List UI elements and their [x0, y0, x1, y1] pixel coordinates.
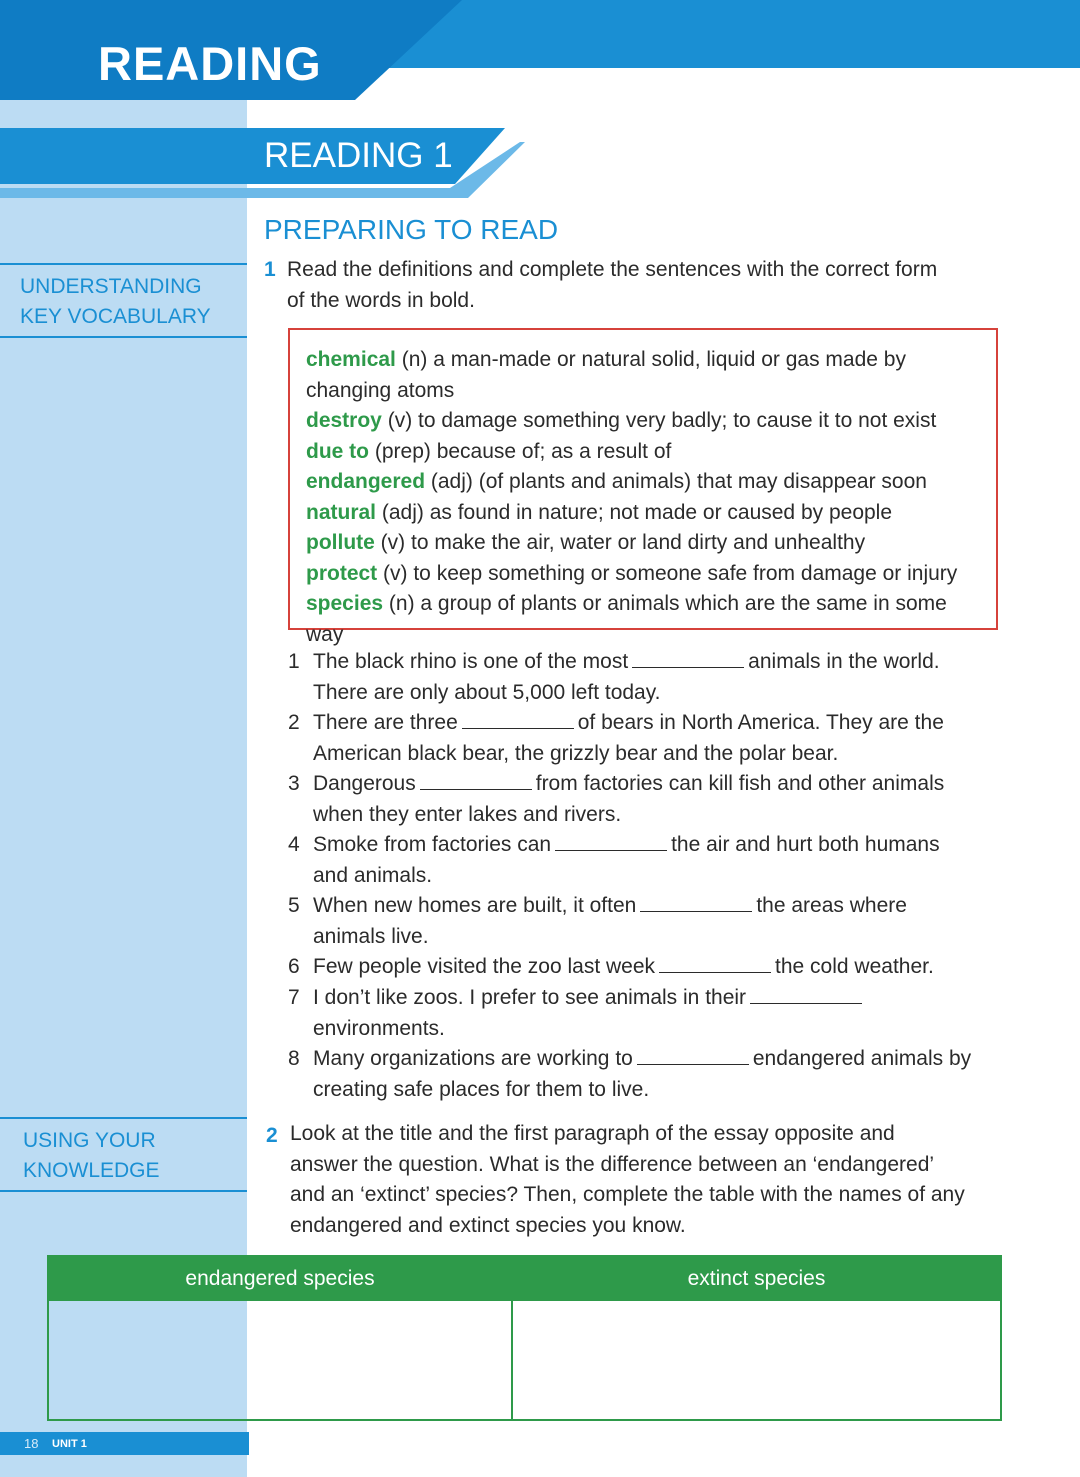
vocab-entry [306, 437, 986, 468]
vocab-entry-cont: changing atoms [306, 378, 455, 402]
page-number: 18 [24, 1436, 39, 1451]
answer-blank[interactable] [632, 647, 744, 668]
sidebar-label-line: KNOWLEDGE [23, 1159, 160, 1182]
sentence-text: the areas where [756, 894, 907, 917]
table-header-extinct: extinct species [687, 1267, 826, 1290]
sentence-item [288, 1043, 988, 1105]
vocab-definition: (prep) because of; as a result of [374, 439, 672, 463]
vocab-term: protect [306, 561, 378, 585]
reading-subtitle: READING 1 [264, 136, 453, 175]
sentence-text: of bears in North America. They are the [577, 711, 944, 734]
sidebar-label-line: USING YOUR [23, 1129, 156, 1152]
instruction-line: and an ‘extinct’ species? Then, complete the table with the names of any [290, 1183, 965, 1206]
sentence-text: animals live. [313, 925, 429, 948]
vocab-entry [306, 528, 986, 559]
sentence-item [288, 646, 988, 708]
vocab-entry [306, 589, 986, 650]
instruction-line: Read the definitions and complete the sentences with the correct form [287, 258, 938, 281]
page-title: READING [98, 37, 322, 90]
species-table [47, 1255, 1002, 1421]
vocab-term: destroy [306, 409, 382, 432]
sentence-number: 5 [288, 894, 300, 917]
vocabulary-list [306, 345, 986, 650]
answer-blank[interactable] [420, 769, 532, 790]
table-cell-endangered[interactable] [49, 1301, 511, 1419]
vocab-definition: (n) a group of plants or animals which are the same in some way [306, 592, 947, 646]
instruction-line: answer the question. What is the difference between an ‘endangered’ [290, 1152, 935, 1176]
table-header-endangered: endangered species [185, 1267, 375, 1290]
vocab-definition: (n) a man-made or natural solid, liquid or gas made by [401, 348, 906, 371]
vocab-term: chemical [306, 348, 396, 371]
answer-blank[interactable] [637, 1044, 749, 1065]
answer-blank[interactable] [640, 891, 752, 912]
answer-blank[interactable] [462, 708, 574, 729]
vocab-term: due to [306, 439, 369, 463]
instruction-line: Look at the title and the first paragraph of the essay opposite and [290, 1122, 895, 1145]
vocab-term: natural [306, 500, 377, 524]
sentence-text: endangered animals by [752, 1047, 972, 1070]
sidebar-label-vocabulary [0, 263, 247, 338]
sentence-item [288, 768, 988, 830]
sentence-text: I don’t like zoos. I prefer to see animals in their [313, 986, 747, 1009]
sentence-item [288, 951, 988, 982]
sentence-text: There are three [313, 711, 458, 734]
sentence-item [288, 890, 988, 952]
table-cell-extinct[interactable] [513, 1301, 1000, 1419]
section-heading: PREPARING TO READ [264, 214, 559, 245]
sentence-number: 8 [288, 1047, 300, 1070]
vocab-term: species [306, 592, 384, 615]
vocab-definition: (v) to keep something or someone safe from damage or injury [383, 561, 958, 585]
sidebar-label-knowledge [0, 1117, 247, 1192]
exercise-number: 1 [264, 258, 276, 281]
sidebar-label-line: UNDERSTANDING [20, 275, 202, 298]
sidebar-label-line: KEY VOCABULARY [20, 305, 211, 328]
vocab-entry [306, 345, 986, 376]
vocab-entry [306, 467, 986, 498]
instruction-line: of the words in bold. [287, 289, 475, 312]
vocab-entry [306, 406, 986, 437]
sentence-text: When new homes are built, it often [313, 894, 637, 917]
sentence-text: The black rhino is one of the most [313, 650, 629, 673]
instruction-line: endangered and extinct species you know. [290, 1213, 686, 1237]
exercise2-instructions [290, 1119, 1002, 1241]
sentence-item [288, 707, 988, 769]
answer-blank[interactable] [659, 952, 771, 973]
answer-blank[interactable] [750, 983, 862, 1004]
vocab-definition: (adj) as found in nature; not made or caused by people [381, 500, 893, 524]
exercise-number: 2 [266, 1124, 278, 1147]
sentence-text: Smoke from factories can [313, 833, 552, 856]
vocab-definition: (v) to damage something very badly; to cause it to not exist [387, 409, 937, 432]
vocab-entry [306, 559, 986, 590]
sentence-text: environments. [313, 1017, 445, 1040]
sentence-text: creating safe places for them to live. [313, 1078, 650, 1101]
sentence-text: Few people visited the zoo last week [313, 955, 656, 978]
sentence-number: 1 [288, 650, 300, 673]
exercise1-instructions [287, 254, 997, 316]
vocab-entry [306, 498, 986, 529]
sentence-number: 6 [288, 955, 300, 978]
sentence-text: animals in the world. [748, 650, 940, 673]
unit-label: UNIT 1 [52, 1438, 87, 1450]
vocab-definition: (adj) (of plants and animals) that may disappear soon [430, 470, 927, 493]
sentence-text: Many organizations are working to [313, 1047, 633, 1070]
sentence-number: 4 [288, 833, 300, 856]
answer-blank[interactable] [555, 830, 667, 851]
vocab-term: endangered [306, 470, 426, 493]
sentence-number: 3 [288, 772, 300, 795]
sentence-text: and animals. [313, 864, 433, 887]
sentence-text: Dangerous [313, 772, 416, 795]
sentence-number: 7 [288, 986, 300, 1009]
sentence-text: There are only about 5,000 left today. [313, 681, 661, 704]
vocab-definition: (v) to make the air, water or land dirty and unhealthy [380, 531, 866, 554]
vocab-term: pollute [306, 531, 375, 554]
sentence-text: the cold weather. [775, 955, 934, 978]
sentence-item [288, 982, 988, 1044]
sentence-text: from factories can kill fish and other animals [535, 772, 945, 795]
sentence-text: when they enter lakes and rivers. [313, 803, 622, 826]
sentence-text: American black bear, the grizzly bear and the polar bear. [313, 742, 839, 765]
sentence-text: the air and hurt both humans [671, 833, 940, 856]
sentence-item [288, 829, 988, 891]
sentence-number: 2 [288, 711, 300, 734]
